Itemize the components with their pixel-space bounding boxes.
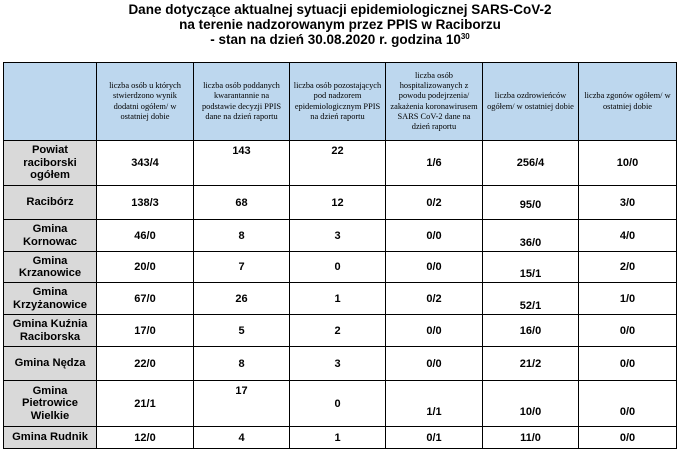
header-deaths: liczba zgonów ogółem/ w ostatniej dobie — [579, 63, 677, 141]
row-name: Gmina Rudnik — [4, 427, 97, 449]
header-corner — [4, 63, 97, 141]
cell-deaths: 3/0 — [579, 186, 677, 220]
cell-deaths: 4/0 — [579, 220, 677, 252]
row-name: Powiat raciborski ogółem — [4, 141, 97, 186]
cell-quarantine: 5 — [194, 315, 290, 347]
table-row — [4, 141, 677, 186]
table-row — [4, 427, 677, 449]
cell-surveillance: 22 — [290, 141, 386, 186]
cell-positive: 46/0 — [97, 220, 194, 252]
title-line-1: Dane dotyczące aktualnej sytuacji epidemiologicznej SARS-CoV-2 — [128, 2, 552, 17]
row-name: Gmina Pietrowice Wielkie — [4, 381, 97, 427]
header-recovered: liczba ozdrowieńców ogółem/ w ostatniej dobie — [483, 63, 579, 141]
cell-quarantine: 26 — [194, 283, 290, 315]
cell-deaths: 0/0 — [579, 381, 677, 427]
row-name: Gmina Nędza — [4, 347, 97, 381]
report-title — [0, 2, 680, 47]
cell-recovered: 36/0 — [483, 220, 579, 252]
table-row — [4, 315, 677, 347]
cell-positive: 20/0 — [97, 252, 194, 283]
cell-hospitalized: 0/2 — [386, 186, 483, 220]
cell-quarantine: 7 — [194, 252, 290, 283]
cell-positive: 22/0 — [97, 347, 194, 381]
title-line-2: na terenie nadzorowanym przez PPIS w Raciborzu — [179, 17, 501, 32]
row-name: Gmina Kuźnia Raciborska — [4, 315, 97, 347]
cell-surveillance: 3 — [290, 220, 386, 252]
cell-surveillance: 12 — [290, 186, 386, 220]
cell-hospitalized: 0/2 — [386, 283, 483, 315]
table-row — [4, 220, 677, 252]
cell-hospitalized: 0/0 — [386, 347, 483, 381]
cell-hospitalized: 1/1 — [386, 381, 483, 427]
cell-quarantine: 8 — [194, 347, 290, 381]
cell-deaths: 10/0 — [579, 141, 677, 186]
table-row — [4, 381, 677, 427]
cell-quarantine: 8 — [194, 220, 290, 252]
cell-positive: 17/0 — [97, 315, 194, 347]
header-positive-cases: liczba osób u których stwierdzono wynik dodatni ogółem/ w ostatniej dobie — [97, 63, 194, 141]
cell-recovered: 95/0 — [483, 186, 579, 220]
cell-surveillance: 0 — [290, 381, 386, 427]
cell-surveillance: 3 — [290, 347, 386, 381]
cell-positive: 12/0 — [97, 427, 194, 449]
title-line-3 — [0, 32, 680, 47]
cell-hospitalized: 0/0 — [386, 252, 483, 283]
row-name: Gmina Kornowac — [4, 220, 97, 252]
title-time-minutes: 30 — [460, 32, 470, 41]
cell-quarantine: 68 — [194, 186, 290, 220]
cell-recovered: 10/0 — [483, 381, 579, 427]
covid-stats-table — [3, 62, 677, 449]
header-quarantine: liczba osób poddanych kwarantannie na podstawie decyzji PPIS dane na dzień raportu — [194, 63, 290, 141]
row-name: Racibórz — [4, 186, 97, 220]
cell-surveillance: 1 — [290, 427, 386, 449]
row-name: Gmina Krzanowice — [4, 252, 97, 283]
table-row — [4, 186, 677, 220]
cell-recovered: 16/0 — [483, 315, 579, 347]
cell-hospitalized: 0/1 — [386, 427, 483, 449]
header-hospitalized: liczba osób hospitalizowanych z powodu podejrzenia/ zakażenia koronawirusem SARS CoV-2 dane na dzień raportu — [386, 63, 483, 141]
cell-recovered: 256/4 — [483, 141, 579, 186]
cell-quarantine: 143 — [194, 141, 290, 186]
table-row — [4, 347, 677, 381]
cell-hospitalized: 0/0 — [386, 315, 483, 347]
cell-surveillance: 2 — [290, 315, 386, 347]
cell-recovered: 21/2 — [483, 347, 579, 381]
cell-hospitalized: 0/0 — [386, 220, 483, 252]
cell-surveillance: 1 — [290, 283, 386, 315]
table-row — [4, 283, 677, 315]
cell-deaths: 0/0 — [579, 347, 677, 381]
cell-deaths: 1/0 — [579, 283, 677, 315]
table-row — [4, 252, 677, 283]
cell-surveillance: 0 — [290, 252, 386, 283]
row-name: Gmina Krzyżanowice — [4, 283, 97, 315]
cell-positive: 343/4 — [97, 141, 194, 186]
cell-positive: 21/1 — [97, 381, 194, 427]
header-row — [4, 63, 677, 141]
cell-deaths: 0/0 — [579, 315, 677, 347]
header-surveillance: liczba osób pozostających pod nadzorem epidemiologicznym PPIS na dzień raportu — [290, 63, 386, 141]
cell-quarantine: 4 — [194, 427, 290, 449]
cell-hospitalized: 1/6 — [386, 141, 483, 186]
cell-quarantine: 17 — [194, 381, 290, 427]
cell-deaths: 0/0 — [579, 427, 677, 449]
cell-recovered: 15/1 — [483, 252, 579, 283]
cell-positive: 138/3 — [97, 186, 194, 220]
cell-recovered: 11/0 — [483, 427, 579, 449]
title-line-3-text: - stan na dzień 30.08.2020 r. godzina 10 — [210, 32, 461, 47]
cell-positive: 67/0 — [97, 283, 194, 315]
cell-recovered: 52/1 — [483, 283, 579, 315]
cell-deaths: 2/0 — [579, 252, 677, 283]
